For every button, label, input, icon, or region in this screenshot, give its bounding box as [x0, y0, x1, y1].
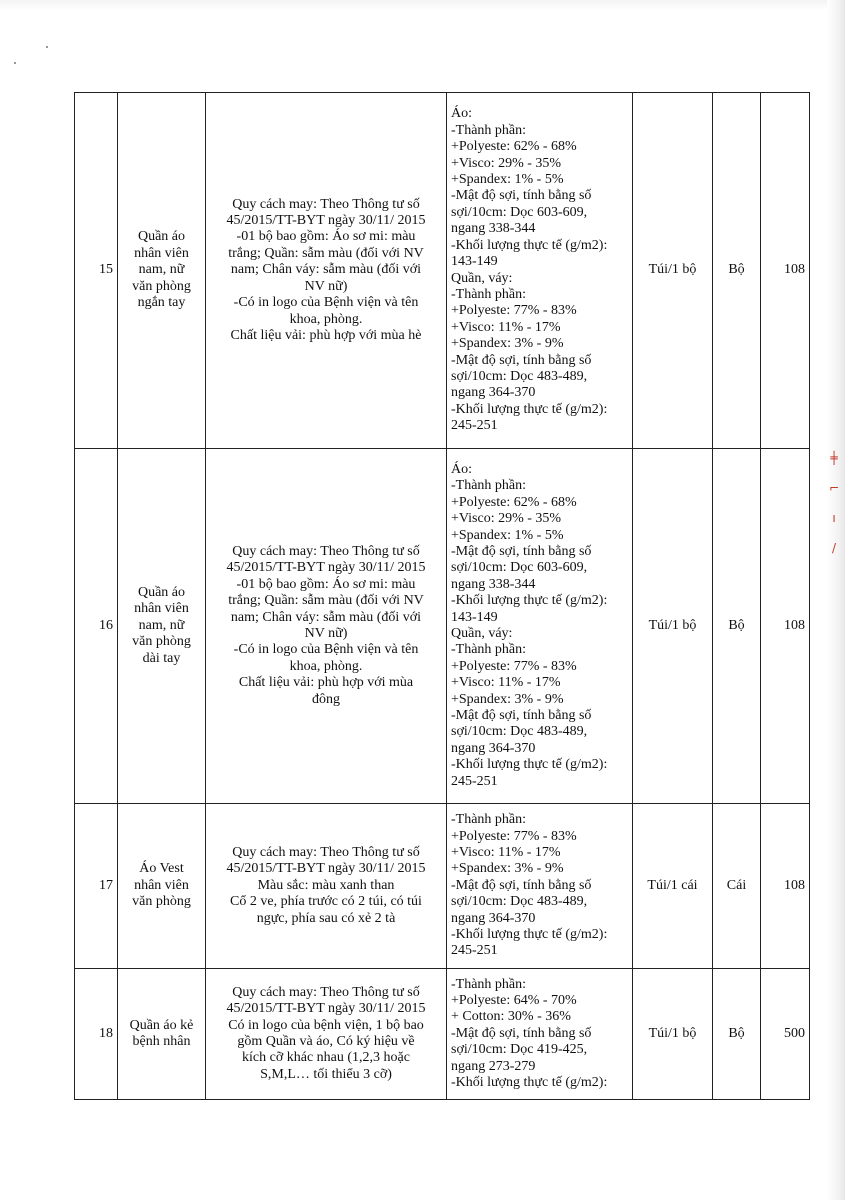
- cell-line: -Khối lượng thực tế (g/m2):: [451, 237, 608, 253]
- cell-line: -01 bộ bao gồm: Áo sơ mi: màu: [236, 576, 416, 592]
- cell-line: ngang 338-344: [451, 221, 536, 237]
- cell-line: ngực, phía sau có xẻ 2 tà: [256, 910, 396, 926]
- cell-line: -Thành phần:: [451, 976, 527, 992]
- cell-line: -Thành phần:: [451, 812, 527, 828]
- cell-line: +Spandex: 1% - 5%: [451, 172, 564, 188]
- fabric-specification: [447, 93, 633, 449]
- cell-line: Quy cách may: Theo Thông tư số: [232, 543, 420, 559]
- cell-line: Có in logo của bệnh viện, 1 bộ bao: [228, 1017, 424, 1033]
- cell-line: dài tay: [142, 650, 181, 666]
- quantity: 108: [761, 804, 810, 969]
- cell-line: nam; Chân váy: sẫm màu (đối với: [230, 262, 422, 278]
- unit: Cái: [713, 804, 761, 969]
- cell-line: Màu sắc: màu xanh than: [257, 877, 395, 893]
- fabric-specification: [447, 804, 633, 969]
- cell-line: Quy cách may: Theo Thông tư số: [232, 196, 420, 212]
- cell-line: -Khối lượng thực tế (g/m2):: [451, 593, 608, 609]
- quantity: 108: [761, 449, 810, 804]
- cell-line: Quần áo kẻ: [129, 1017, 194, 1033]
- quantity: 108: [761, 93, 810, 449]
- cell-line: Chất liệu vải: phù hợp với mùa hè: [230, 327, 422, 343]
- cell-line: Quần, váy:: [451, 270, 513, 286]
- cell-line: +Spandex: 3% - 9%: [451, 861, 564, 877]
- unit: Bộ: [713, 969, 761, 1100]
- unit: Bộ: [713, 93, 761, 449]
- cell-line: đông: [312, 691, 340, 707]
- cell-line: -Thành phần:: [451, 642, 527, 658]
- cell-line: ngang 364-370: [451, 910, 536, 926]
- cell-line: -Mật độ sợi, tính bằng số: [451, 352, 592, 368]
- row-number: 16: [75, 449, 118, 804]
- sewing-requirements: [206, 93, 447, 449]
- cell-line: Quần, váy:: [451, 626, 513, 641]
- table-row: [75, 449, 810, 804]
- cell-line: +Visco: 11% - 17%: [451, 319, 561, 335]
- cell-line: 245-251: [451, 773, 498, 789]
- packaging: Túi/1 cái: [633, 804, 713, 969]
- cell-line: -Mật độ sợi, tính bằng số: [451, 543, 592, 559]
- item-name: [118, 804, 206, 969]
- cell-line: nam; Chân váy: sẫm màu (đối với: [230, 609, 422, 625]
- cell-line: nam, nữ: [138, 617, 185, 633]
- cell-line: kích cỡ khác nhau (1,2,3 hoặc: [242, 1050, 410, 1066]
- cell-line: sợi/10cm: Dọc 483-489,: [451, 724, 588, 740]
- cell-line: Chất liệu vải: phù hợp với mùa: [238, 675, 414, 691]
- cell-line: -Mật độ sợi, tính bằng số: [451, 877, 592, 893]
- cell-line: -01 bộ bao gồm: Áo sơ mi: màu: [236, 229, 416, 245]
- cell-line: nhân viên: [134, 245, 189, 261]
- cell-line: +Spandex: 1% - 5%: [451, 527, 564, 543]
- cell-line: khoa, phòng.: [289, 658, 363, 674]
- cell-line: 45/2015/TT-BYT ngày 30/11/ 2015: [226, 560, 426, 576]
- cell-line: 45/2015/TT-BYT ngày 30/11/ 2015: [226, 213, 426, 229]
- row-number: 15: [75, 93, 118, 449]
- cell-line: Quần áo: [137, 584, 186, 600]
- cell-line: ngang 273-279: [451, 1058, 536, 1074]
- item-name: [118, 449, 206, 804]
- cell-line: NV nữ): [304, 626, 348, 641]
- cell-line: 245-251: [451, 418, 498, 434]
- cell-line: -Khối lượng thực tế (g/m2):: [451, 401, 608, 417]
- cell-line: + Cotton: 30% - 36%: [451, 1009, 571, 1025]
- cell-line: +Visco: 29% - 35%: [451, 511, 562, 527]
- cell-line: +Spandex: 3% - 9%: [451, 336, 564, 352]
- packaging: Túi/1 bộ: [633, 969, 713, 1100]
- cell-line: +Visco: 29% - 35%: [451, 155, 562, 171]
- cell-line: gồm Quần và áo, Có ký hiệu về: [237, 1034, 415, 1049]
- packaging: Túi/1 bộ: [633, 449, 713, 804]
- sewing-requirements: [206, 969, 447, 1100]
- row-number: 17: [75, 804, 118, 969]
- cell-line: sợi/10cm: Dọc 603-609,: [451, 204, 588, 220]
- cell-line: +Polyeste: 62% - 68%: [451, 139, 577, 155]
- cell-line: 45/2015/TT-BYT ngày 30/11/ 2015: [226, 1001, 426, 1017]
- cell-line: -Thành phần:: [451, 122, 527, 138]
- cell-line: +Visco: 11% - 17%: [451, 844, 561, 860]
- cell-line: trắng; Quần: sẫm màu (đối với NV: [228, 593, 424, 609]
- item-name: [118, 93, 206, 449]
- cell-line: Cổ 2 ve, phía trước có 2 túi, có túi: [230, 894, 422, 910]
- cell-line: ngang 364-370: [451, 385, 536, 401]
- margin-pen-marks: ╪ ⌐ ı /: [828, 451, 840, 555]
- cell-line: 143-149: [451, 609, 498, 625]
- cell-line: +Polyeste: 64% - 70%: [451, 992, 577, 1008]
- cell-line: +Polyeste: 77% - 83%: [451, 658, 577, 674]
- quantity: 500: [761, 969, 810, 1100]
- packaging: Túi/1 bộ: [633, 93, 713, 449]
- cell-line: -Mật độ sợi, tính bằng số: [451, 708, 592, 724]
- cell-line: 143-149: [451, 254, 498, 270]
- cell-line: sợi/10cm: Dọc 603-609,: [451, 560, 588, 576]
- cell-line: -Có in logo của Bệnh viện và tên: [233, 642, 419, 658]
- cell-line: -Khối lượng thực tế (g/m2):: [451, 757, 608, 773]
- row-number: 18: [75, 969, 118, 1100]
- table-row: [75, 804, 810, 969]
- cell-line: văn phòng: [132, 634, 191, 650]
- cell-line: -Có in logo của Bệnh viện và tên: [233, 295, 419, 311]
- sewing-requirements: [206, 804, 447, 969]
- cell-line: sợi/10cm: Dọc 483-489,: [451, 368, 588, 384]
- fabric-specification: [447, 969, 633, 1100]
- cell-line: NV nữ): [304, 278, 348, 294]
- cell-line: 245-251: [451, 943, 498, 959]
- table-row: [75, 969, 810, 1100]
- cell-line: sợi/10cm: Dọc 419-425,: [451, 1042, 588, 1058]
- cell-line: S,M,L… tối thiểu 3 cỡ): [260, 1066, 392, 1082]
- scan-speck: [14, 62, 16, 64]
- cell-line: văn phòng: [132, 278, 191, 294]
- cell-line: -Thành phần:: [451, 286, 527, 302]
- cell-line: ngang 364-370: [451, 740, 536, 756]
- cell-line: sợi/10cm: Dọc 483-489,: [451, 894, 588, 910]
- cell-line: +Visco: 11% - 17%: [451, 675, 561, 691]
- cell-line: Quy cách may: Theo Thông tư số: [232, 984, 420, 1000]
- cell-line: Áo:: [451, 106, 472, 122]
- cell-line: nam, nữ: [138, 262, 185, 278]
- cell-line: -Mật độ sợi, tính bằng số: [451, 1025, 592, 1041]
- cell-line: -Mật độ sợi, tính bằng số: [451, 188, 592, 204]
- cell-line: Quy cách may: Theo Thông tư số: [232, 844, 420, 860]
- cell-line: khoa, phòng.: [289, 311, 363, 327]
- cell-line: văn phòng: [132, 894, 191, 910]
- cell-line: ngang 338-344: [451, 576, 536, 592]
- cell-line: -Khối lượng thực tế (g/m2):: [451, 1075, 608, 1091]
- cell-line: +Polyeste: 62% - 68%: [451, 494, 577, 510]
- specification-table: [74, 92, 810, 1100]
- cell-line: +Polyeste: 77% - 83%: [451, 303, 577, 319]
- cell-line: +Polyeste: 77% - 83%: [451, 828, 577, 844]
- sewing-requirements: [206, 449, 447, 804]
- cell-line: -Khối lượng thực tế (g/m2):: [451, 927, 608, 943]
- unit: Bộ: [713, 449, 761, 804]
- cell-line: nhân viên: [134, 601, 189, 617]
- scan-edge-top: [0, 0, 845, 10]
- cell-line: bệnh nhân: [132, 1034, 191, 1049]
- item-name: [118, 969, 206, 1100]
- scan-speck: [46, 46, 48, 48]
- cell-line: Áo:: [451, 461, 472, 477]
- cell-line: ngắn tay: [137, 295, 186, 311]
- scan-edge-right: [827, 0, 845, 1200]
- table-body: [75, 93, 810, 1100]
- fabric-specification: [447, 449, 633, 804]
- cell-line: +Spandex: 3% - 9%: [451, 691, 564, 707]
- cell-line: nhân viên: [134, 877, 189, 893]
- cell-line: trắng; Quần: sẫm màu (đối với NV: [228, 245, 424, 261]
- cell-line: -Thành phần:: [451, 478, 527, 494]
- table-row: [75, 93, 810, 449]
- cell-line: 45/2015/TT-BYT ngày 30/11/ 2015: [226, 861, 426, 877]
- cell-line: Quần áo: [137, 229, 186, 245]
- cell-line: Áo Vest: [139, 861, 184, 877]
